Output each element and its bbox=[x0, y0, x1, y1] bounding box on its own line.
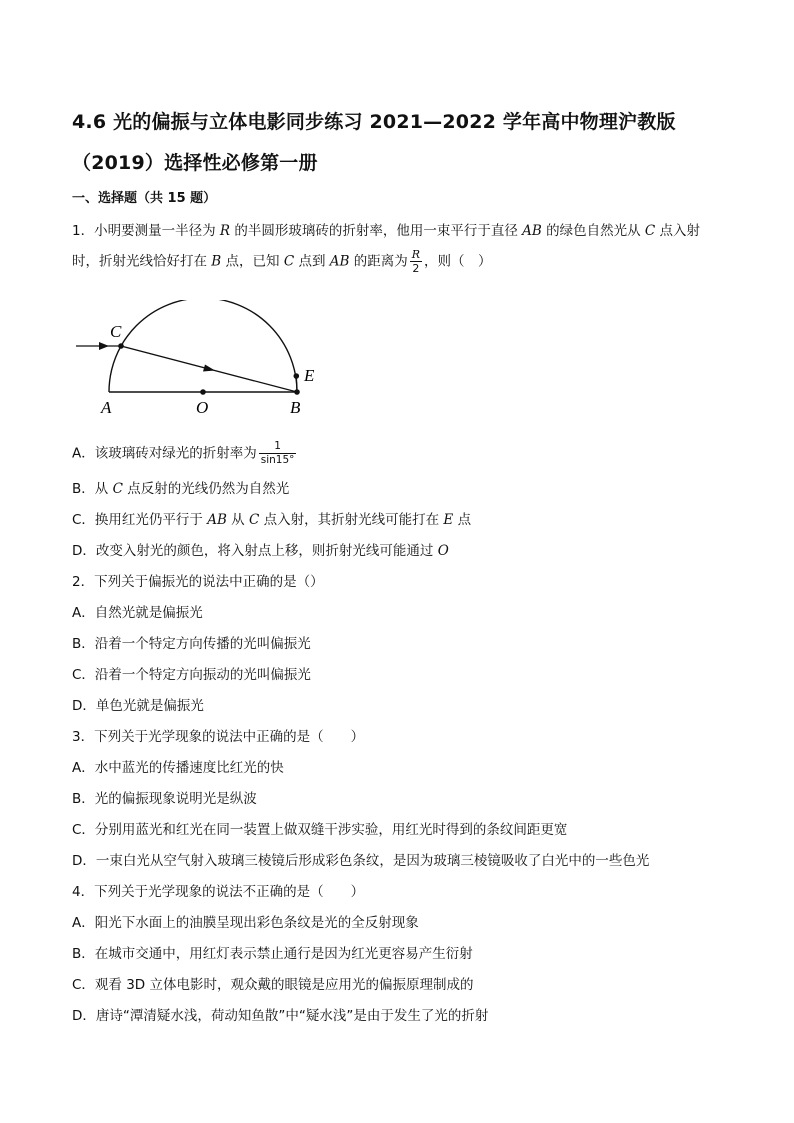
question-4-option-c: C．观看 3D 立体电影时，观众戴的眼镜是应用光的偏振原理制成的 bbox=[72, 977, 474, 993]
page-title-line2: （2019）选择性必修第一册 bbox=[72, 152, 318, 174]
question-1-option-a: A．该玻璃砖对绿光的折射率为 $\frac{1}{\sin 15^\circ}$ bbox=[72, 440, 295, 466]
question-3-stem: 3．下列关于光学现象的说法中正确的是（ ） bbox=[72, 729, 365, 745]
point-b bbox=[294, 389, 300, 395]
question-3-option-a: A．水中蓝光的传播速度比红光的快 bbox=[72, 760, 284, 776]
question-1-option-b: B．从 C 点反射的光线仍然为自然光 bbox=[72, 481, 290, 497]
fraction-r-over-2: $\frac{R}{2}$ bbox=[411, 248, 421, 275]
question-2-option-c: C．沿着一个特定方向振动的光叫偏振光 bbox=[72, 667, 311, 683]
page-title: 4.6 光的偏振与立体电影同步练习 2021—2022 学年高中物理沪教版 bbox=[72, 111, 676, 133]
semicircle-glass-figure bbox=[70, 300, 330, 425]
point-e bbox=[294, 373, 300, 379]
point-c bbox=[118, 343, 124, 349]
question-2-option-a: A．自然光就是偏振光 bbox=[72, 605, 203, 621]
question-1-stem-line2: 时，折射光线恰好打在 B 点，已知 C 点到 AB 的距离为 $\frac{R}{2}$ ，则（ ） bbox=[72, 248, 492, 275]
question-3-option-c: C．分别用蓝光和红光在同一装置上做双缝干涉实验，用红光时得到的条纹间距更宽 bbox=[72, 822, 568, 838]
label-b: B bbox=[290, 398, 301, 417]
question-4-stem: 4．下列关于光学现象的说法不正确的是（ ） bbox=[72, 884, 365, 900]
question-4-option-b: B．在城市交通中，用红灯表示禁止通行是因为红光更容易产生衍射 bbox=[72, 946, 473, 962]
point-o bbox=[200, 389, 206, 395]
semicircle-arc bbox=[109, 300, 297, 392]
refracted-arrow bbox=[203, 365, 215, 372]
question-4-option-a: A．阳光下水面上的油膜呈现出彩色条纹是光的全反射现象 bbox=[72, 915, 419, 931]
question-2-stem: 2．下列关于偏振光的说法中正确的是（） bbox=[72, 574, 324, 590]
label-c: C bbox=[110, 322, 122, 341]
label-e: E bbox=[304, 366, 315, 385]
label-o: O bbox=[196, 398, 209, 417]
question-1-option-d: D．改变入射光的颜色，将入射点上移，则折射光线可能通过 O bbox=[72, 543, 449, 559]
section-heading: 一、选择题（共 15 题） bbox=[72, 191, 217, 206]
question-2-option-d: D．单色光就是偏振光 bbox=[72, 698, 204, 714]
question-1-option-c: C．换用红光仍平行于 AB 从 C 点入射，其折射光线可能打在 E 点 bbox=[72, 512, 472, 528]
question-4-option-d: D．唐诗“潭清疑水浅，荷动知鱼散”中“疑水浅”是由于发生了光的折射 bbox=[72, 1008, 489, 1024]
question-1-stem: 1．小明要测量一半径为 R 的半圆形玻璃砖的折射率，他用一束平行于直径 AB 的绿色自然光从 C 点入射 bbox=[72, 223, 701, 239]
incident-arrow bbox=[99, 342, 109, 350]
question-2-option-b: B．沿着一个特定方向传播的光叫偏振光 bbox=[72, 636, 311, 652]
label-a: A bbox=[101, 398, 112, 417]
question-3-option-d: D．一束白光从空气射入玻璃三棱镜后形成彩色条纹，是因为玻璃三棱镜吸收了白光中的一些色光 bbox=[72, 853, 650, 869]
question-3-option-b: B．光的偏振现象说明光是纵波 bbox=[72, 791, 257, 807]
